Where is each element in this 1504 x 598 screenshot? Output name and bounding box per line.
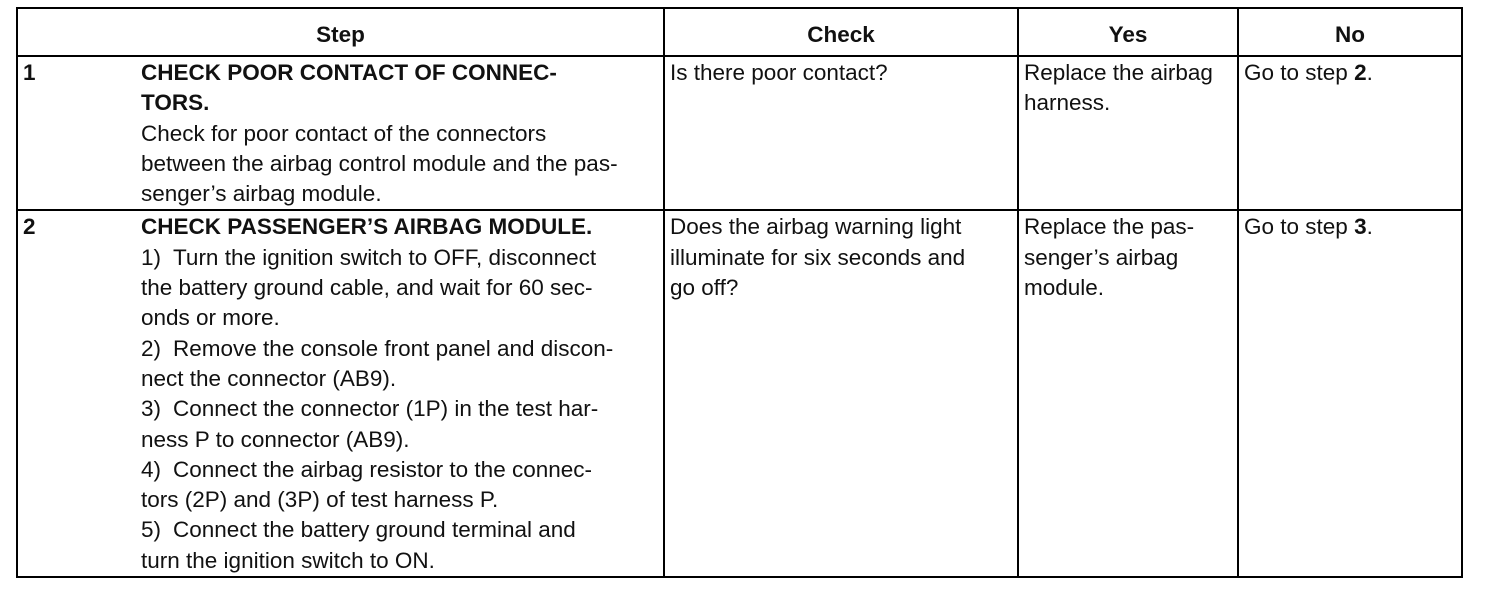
yes-cell [1018,210,1238,577]
step-cell [17,56,664,210]
header-row [17,8,1462,56]
step-title-line: CHECK POOR CONTACT OF CONNEC- [141,60,557,85]
header-check: Check [664,8,1018,56]
yes-cell [1018,56,1238,210]
table-row [17,56,1462,210]
no-cell [1238,56,1462,210]
procedure-text: Turn the ignition switch to OFF, disconnect [173,244,597,270]
header-step: Step [17,8,664,56]
yes-text-line: module. [1024,275,1105,301]
check-cell [664,56,1018,210]
procedure-text: turn the ignition switch to ON. [141,547,435,573]
table-row [17,210,1462,577]
step-body [141,57,663,209]
diagnostic-table [16,7,1463,578]
step-body [141,211,663,576]
procedure-text: Connect the connector (1P) in the test har- [173,396,599,422]
no-text-suffix: . [1366,60,1373,85]
procedure-text: ness P to connector (AB9). [141,426,410,452]
step-description [141,119,659,210]
yes-text-line: harness. [1024,90,1111,116]
step-cell [17,210,664,577]
no-text: Go to step [1244,60,1355,85]
header-yes: Yes [1018,8,1238,56]
procedure-text: onds or more. [141,305,280,331]
procedure-text: the battery ground cable, and wait for 60 sec- [141,275,593,301]
check-cell [664,210,1018,577]
no-text: Go to step [1244,214,1355,240]
procedure-item [141,455,659,516]
procedure-text: Connect the airbag resistor to the connec- [173,456,593,482]
check-text-line: go off? [670,275,739,301]
step-number: 1 [23,60,36,85]
yes-text-line: Replace the pas- [1024,214,1195,240]
step-title-line: TORS. [141,90,210,116]
description-line: Check for poor contact of the connectors [141,120,547,146]
procedure-item [141,334,659,395]
no-text-suffix: . [1366,214,1373,240]
yes-text-line: Replace the airbag [1024,60,1213,85]
procedure-item [141,394,659,455]
yes-text-line: senger’s airbag [1024,244,1179,270]
check-text: Is there poor contact? [670,60,888,85]
step-title [141,58,659,119]
procedure-text: Remove the console front panel and discon- [173,335,614,361]
goto-step-number: 2 [1354,60,1367,85]
procedure-item [141,243,659,334]
procedure-number: 1) [141,244,162,270]
procedure-text: nect the connector (AB9). [141,365,397,391]
procedure-text: tors (2P) and (3P) of test harness P. [141,487,499,513]
procedure-item [141,515,659,576]
procedure-number: 5) [141,517,162,543]
goto-step-number: 3 [1354,214,1367,240]
procedure-number: 4) [141,456,162,482]
step-title: CHECK PASSENGER’S AIRBAG MODULE. [141,214,593,240]
description-line: between the airbag control module and the pas- [141,150,618,176]
step-number: 2 [23,214,36,240]
procedure-text: Connect the battery ground terminal and [173,517,576,543]
procedure-number: 2) [141,335,162,361]
no-cell [1238,210,1462,577]
header-no: No [1238,8,1462,56]
check-text-line: Does the airbag warning light [670,214,962,240]
check-text-line: illuminate for six seconds and [670,244,966,270]
description-line: senger’s airbag module. [141,181,382,207]
procedure-number: 3) [141,396,162,422]
